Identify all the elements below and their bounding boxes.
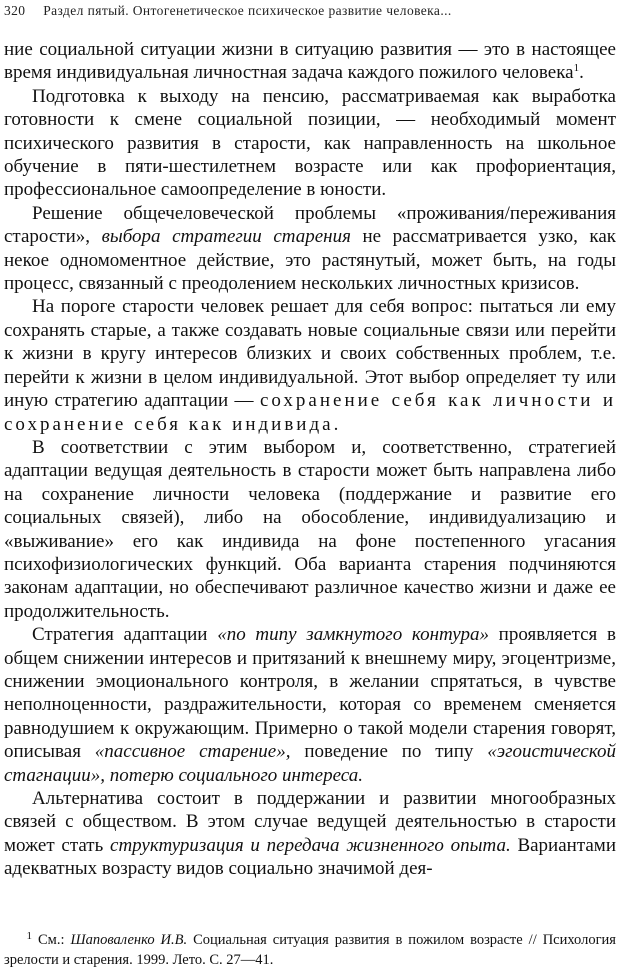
text-run: На пороге старости человек решает для себя вопрос: пытаться ли ему сохранять старые, а также создавать новые социальные связи или перейти к жизни в кругу интересов близких и своих собственных проблем, т.е. перейти к жизни в целом индивидуальной. Этот выбор определяет ту или иную стратегию адаптации — [4, 296, 616, 412]
paragraph [4, 436, 616, 623]
text-run: Решение общечеловеческой проблемы «проживания/переживания старости», [4, 202, 616, 248]
footnote-reference: 1 [573, 62, 580, 75]
italic-run: «пассивное старение», [94, 741, 291, 763]
text-run: ние социальной ситуации жизни в ситуацию развития — это в настоящее время индивидуальная личностная задача каждого пожилого человека [4, 39, 616, 84]
paragraph [4, 85, 616, 202]
text-run: Альтернатива состоит в поддержании и развитии многообразных связей с обществом. В этом случае ведущей деятельностью в старости может стать [4, 788, 616, 856]
text-run: Стратегия адаптации [32, 624, 218, 646]
running-title: Раздел пятый. Онтогенетическое психическое развитие человека... [43, 3, 452, 18]
main-text [4, 38, 616, 881]
paragraph [4, 295, 616, 435]
spaced-emphasis-run: сохранение себя как личности и сохранение себя как индивида [4, 390, 616, 435]
text-run: не рассматривается узко, как некое одномоментное действие, это растянутый, может быть, на годы процесс, связанный с преодолением нескольких личностных кризисов. [4, 226, 616, 295]
page-number: 320 [4, 3, 26, 18]
text-run: См.: [38, 932, 71, 948]
text-run: . [579, 62, 584, 84]
paragraph [4, 787, 616, 881]
paragraph [4, 202, 616, 296]
paragraph [4, 38, 616, 85]
footnote: 1 См.: Шаповаленко И.В. Социальная ситуация развития в пожилом возрасте // Психология зрелости и старения. 1999. Лето. С. 27—41. [4, 930, 616, 968]
italic-run: «эгоистической стагнации», потерю социального интереса. [4, 741, 616, 786]
text-run: Подготовка к выходу на пенсию, рассматриваемая как выработка готовности к смене социальной позиции, — необходимый момент психического развития в старости, как направленность на школьное обучение в пяти-шестилетнем возрасте или как профориентация, профессиональное самоопределение в юности. [4, 85, 616, 201]
italic-run: выбора стратегии старения [101, 226, 351, 248]
text-run: . [333, 413, 339, 435]
italic-run: «по типу замкнутого контура» [217, 624, 489, 646]
text-run: проявляется в общем снижении интересов и притязаний к внешнему миру, эгоцентризме, снижении эмоционального контроля, в желании спрятаться, в чувстве неполноценности, раздражительности, которая со временем сменяется равнодушием к окружающим. Примерно о такой модели старения говорят, описывая [4, 624, 616, 763]
text-run: В соответствии с этим выбором и, соответственно, стратегией адаптации ведущая деятельность в старости может быть направлена либо на сохранение личности человека (поддержание и развитие его социальных связей), либо на обособление, индивидуализацию и «выживание» его как индивида на фоне постепенного угасания психофизиологических функций. Оба варианта старения подчиняются законам адаптации, но обеспечивают различное качество жизни и даже ее продолжительность. [4, 436, 616, 622]
text-run: Вариантами адекватных возрасту видов социально значимой дея- [4, 834, 616, 880]
italic-run: Шаповаленко И.В. [70, 932, 188, 948]
running-head [4, 1, 616, 21]
footnote-text [4, 932, 616, 968]
paragraph [4, 623, 616, 787]
text-run: поведение по типу [290, 741, 488, 763]
italic-run: структуризация и передача жизненного опыта. [110, 834, 511, 856]
text-run: Социальная ситуация развития в пожилом возрасте // Психология зрелости и старения. 1999. Лето. С. 27—41. [4, 932, 616, 968]
